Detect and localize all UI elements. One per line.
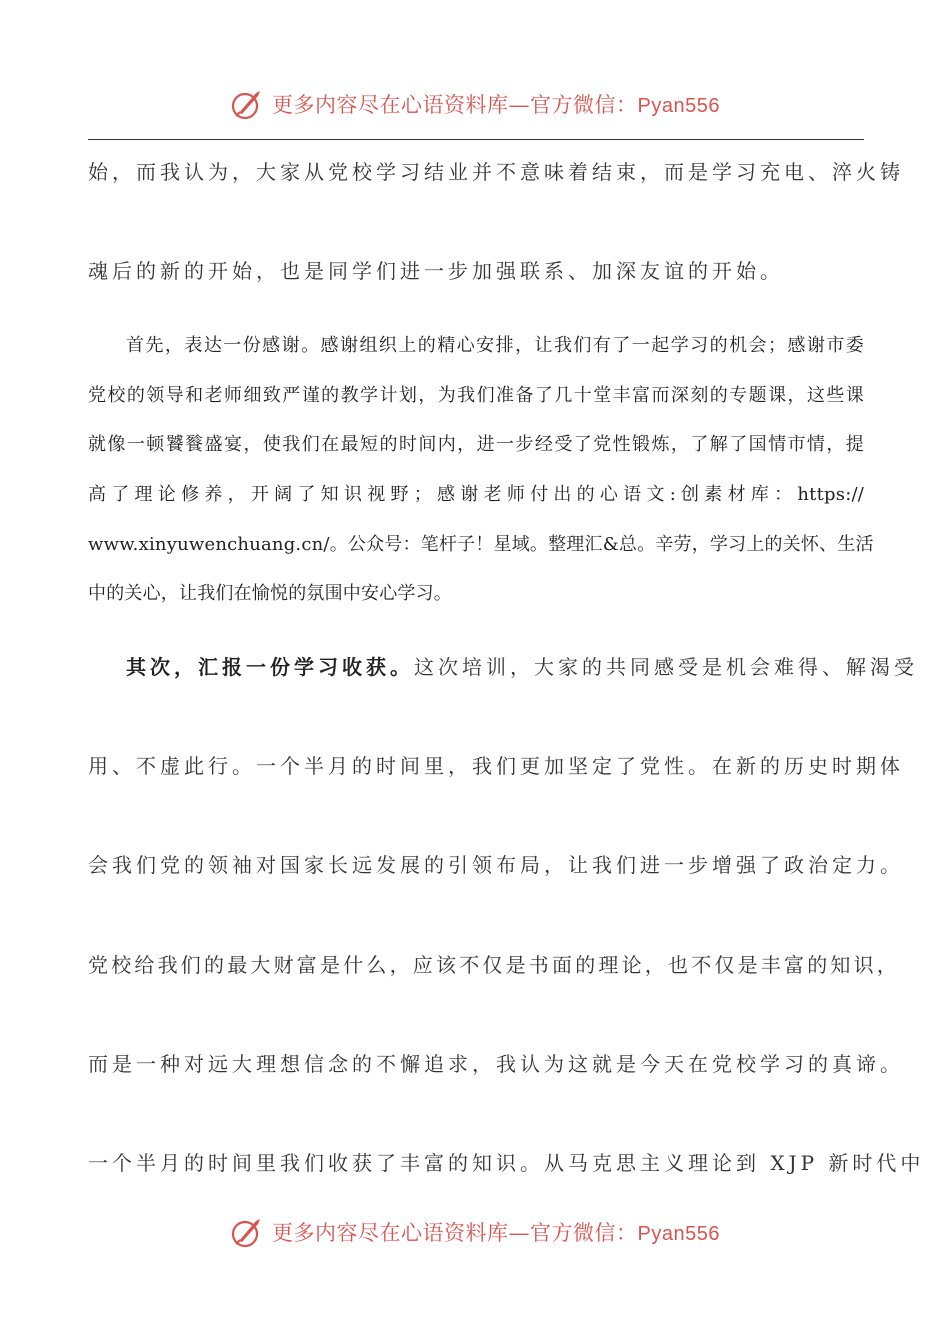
quill-pen-circle-icon <box>230 87 264 121</box>
quill-pen-circle-icon <box>230 1215 264 1249</box>
p3-line-4: 党校给我们的最大财富是什么，应该不仅是书面的理论，也不仅是丰富的知识， <box>88 953 900 977</box>
p3-line-3: 会我们党的领袖对国家长远发展的引领布局，让我们进一步增强了政治定力。 <box>88 853 904 877</box>
header-wechat-id: Pyan556 <box>637 95 720 117</box>
header-banner <box>0 84 950 124</box>
p2-line-5: www.xinyuwenchuang.cn/。公众号：笔杆子！星域。整理汇&总。辛劳，学习上的关怀、生活 <box>88 534 874 555</box>
p3-line-5: 而是一种对远大理想信念的不懈追求，我认为这就是今天在党校学习的真谛。 <box>88 1052 904 1076</box>
header-banner-text: 更多内容尽在心语资料库—官方微信：Pyan556 <box>272 93 720 117</box>
p2-line-3: 就像一顿饕餮盛宴，使我们在最短的时间内，进一步经受了党性锻炼，了解了国情市情，提 <box>88 434 864 455</box>
p3-heading: 其次，汇报一份学习收获。 <box>126 655 414 679</box>
p1-line-2: 魂后的新的开始，也是同学们进一步加强联系、加深友谊的开始。 <box>88 259 784 283</box>
footer-wechat-id: Pyan556 <box>637 1223 720 1245</box>
p3-line-2: 用、不虚此行。一个半月的时间里，我们更加坚定了党性。在新的历史时期体 <box>88 754 904 778</box>
header-divider <box>88 139 864 140</box>
p3-line-6: 一个半月的时间里我们收获了丰富的知识。从马克思主义理论到 XJP 新时代中 <box>88 1151 925 1175</box>
p3-line-1 <box>126 652 918 682</box>
p2-line-2: 党校的领导和老师细致严谨的教学计划，为我们准备了几十堂丰富而深刻的专题课，这些课 <box>88 385 864 406</box>
p2-line-4: 高了理论修养，开阔了知识视野；感谢老师付出的心语文:创素材库：https:// <box>88 484 864 505</box>
p2-line-1: 首先，表达一份感谢。感谢组织上的精心安排，让我们有了一起学习的机会；感谢市委 <box>126 335 864 356</box>
footer-banner-text: 更多内容尽在心语资料库—官方微信：Pyan556 <box>272 1221 720 1245</box>
p3-line-1-rest: 这次培训，大家的共同感受是机会难得、解渴受 <box>414 655 918 679</box>
footer-banner <box>0 1212 950 1252</box>
p1-line-1: 始，而我认为，大家从党校学习结业并不意味着结束，而是学习充电、淬火铸 <box>88 160 904 184</box>
p2-line-6: 中的关心，让我们在愉悦的氛围中安心学习。 <box>88 583 452 604</box>
